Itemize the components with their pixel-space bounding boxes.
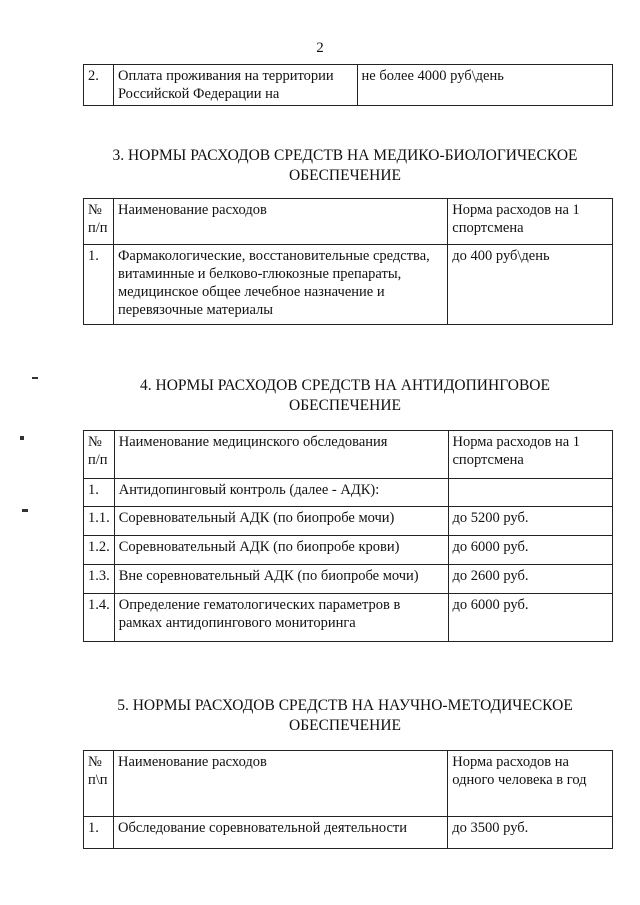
table-row [84, 594, 613, 642]
row-number: 1.4. [84, 594, 115, 642]
table-scientific [83, 750, 613, 849]
expense-name: Обследование соревновательной деятельности [113, 817, 447, 849]
expense-name: Соревновательный АДК (по биопробе крови) [114, 536, 448, 565]
table-medical [83, 198, 613, 325]
header-number: № п\п [84, 751, 114, 817]
header-number: № п/п [84, 199, 114, 245]
header-name: Наименование расходов [113, 751, 447, 817]
section-5-title-line2: ОБЕСПЕЧЕНИЕ [289, 717, 401, 734]
table-antidoping [83, 430, 613, 642]
scan-speck [20, 436, 24, 440]
header-norm: Норма расходов на 1 спортсмена [448, 431, 613, 479]
table-row [84, 565, 613, 594]
table-row [84, 536, 613, 565]
table-header-row [84, 199, 613, 245]
row-number: 1.1. [84, 507, 115, 536]
row-number: 1. [84, 479, 115, 507]
expense-norm: до 6000 руб. [448, 536, 613, 565]
header-norm: Норма расходов на 1 спортсмена [448, 199, 613, 245]
expense-name: Вне соревновательный АДК (по биопробе мочи) [114, 565, 448, 594]
table-row [84, 817, 613, 849]
expense-norm: до 2600 руб. [448, 565, 613, 594]
section-5-title [80, 696, 610, 736]
expense-norm [448, 479, 613, 507]
expense-norm: до 6000 руб. [448, 594, 613, 642]
expense-norm: до 3500 руб. [448, 817, 613, 849]
scan-speck [32, 377, 38, 379]
header-name: Наименование расходов [113, 199, 447, 245]
page-number: 2 [316, 40, 324, 56]
table-header-row [84, 751, 613, 817]
table-row [84, 479, 613, 507]
expense-name: Антидопинговый контроль (далее - АДК): [114, 479, 448, 507]
table-header-row [84, 431, 613, 479]
section-3-title-line2: ОБЕСПЕЧЕНИЕ [289, 167, 401, 184]
section-3-title-line1: 3. НОРМЫ РАСХОДОВ СРЕДСТВ НА МЕДИКО-БИОЛОГИЧЕСКОЕ [112, 147, 578, 164]
scan-speck [22, 509, 28, 512]
table-accommodation [83, 64, 613, 106]
expense-norm: до 400 руб\день [448, 245, 613, 325]
expense-norm: не более 4000 руб\день [357, 65, 612, 106]
section-3-title [80, 146, 610, 186]
header-number: № п/п [84, 431, 115, 479]
table-row [84, 245, 613, 325]
section-5-title-line1: 5. НОРМЫ РАСХОДОВ СРЕДСТВ НА НАУЧНО-МЕТОДИЧЕСКОЕ [117, 697, 573, 714]
expense-name: Оплата проживания на территории Российской Федерации на [113, 65, 357, 106]
header-norm: Норма расходов на одного человека в год [448, 751, 613, 817]
section-4-title-line2: ОБЕСПЕЧЕНИЕ [289, 397, 401, 414]
row-number: 1. [84, 817, 114, 849]
expense-name: Фармакологические, восстановительные средства, витаминные и белково-глюкозные препараты, медицинское общее лечебное назначение и перевязочные материалы [113, 245, 447, 325]
row-number: 1. [84, 245, 114, 325]
table-row [84, 507, 613, 536]
header-name: Наименование медицинского обследования [114, 431, 448, 479]
expense-name: Определение гематологических параметров в рамках антидопингового мониторинга [114, 594, 448, 642]
row-number: 1.2. [84, 536, 115, 565]
table-row [84, 65, 613, 106]
section-4-title-line1: 4. НОРМЫ РАСХОДОВ СРЕДСТВ НА АНТИДОПИНГОВОЕ [140, 377, 550, 394]
expense-name: Соревновательный АДК (по биопробе мочи) [114, 507, 448, 536]
section-4-title [80, 376, 610, 416]
expense-norm: до 5200 руб. [448, 507, 613, 536]
row-number: 1.3. [84, 565, 115, 594]
row-number: 2. [84, 65, 114, 106]
